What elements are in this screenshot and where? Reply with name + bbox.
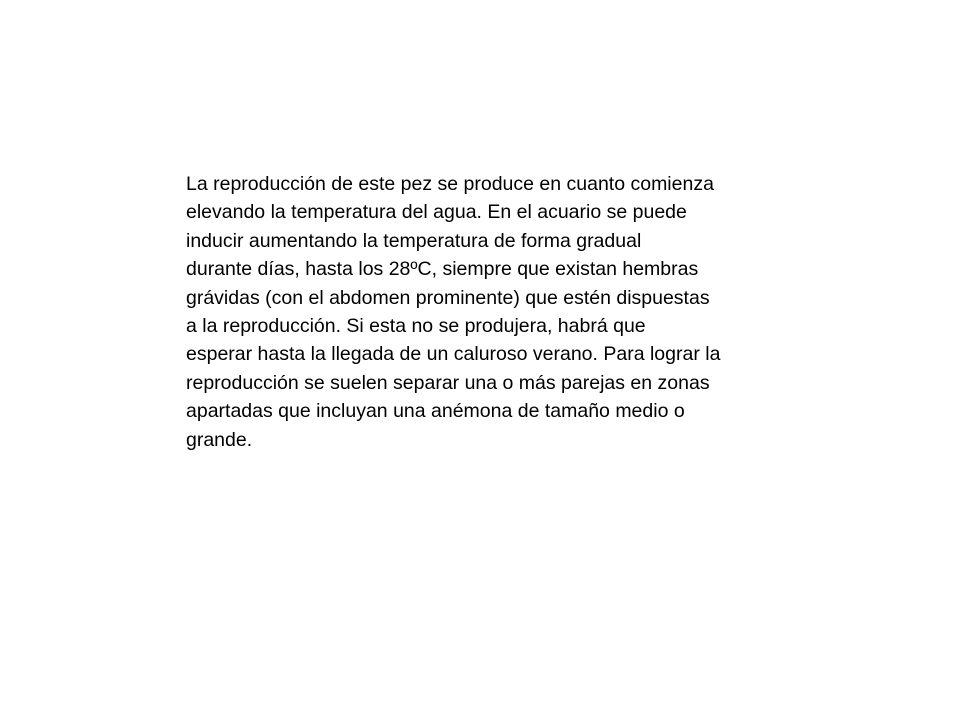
text-line-2: elevando la temperatura del agua. En el acuario se puede bbox=[186, 201, 687, 224]
text-line-4: durante días, hasta los 28ºC, siempre que existan hembras bbox=[186, 258, 699, 281]
text-line-5: grávidas (con el abdomen prominente) que estén dispuestas bbox=[186, 286, 710, 309]
text-line-7: esperar hasta la llegada de un caluroso verano. Para lograr la bbox=[186, 343, 721, 366]
text-line-8: reproducción se suelen separar una o más parejas en zonas bbox=[186, 371, 710, 394]
text-line-1: La reproducción de este pez se produce en cuanto comienza bbox=[186, 173, 714, 195]
text-line-10: grande. bbox=[186, 428, 253, 451]
text-line-6: a la reproducción. Si esta no se produjera, habrá que bbox=[186, 315, 646, 338]
body-text-box bbox=[186, 170, 786, 454]
text-line-9: apartadas que incluyan una anémona de tamaño medio o bbox=[186, 400, 685, 423]
text-line-3: inducir aumentando la temperatura de forma gradual bbox=[186, 229, 642, 252]
